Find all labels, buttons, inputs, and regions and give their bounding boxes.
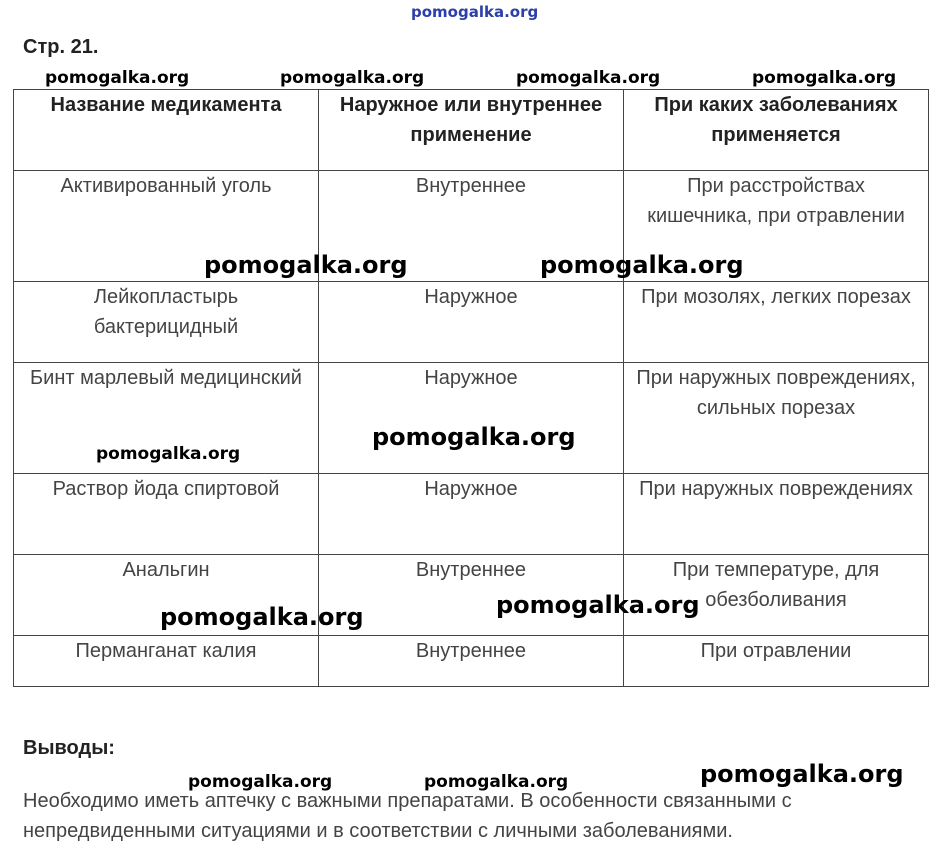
cell-medication-name: Перманганат калия bbox=[14, 636, 319, 687]
cell-medication-name: Анальгин bbox=[14, 555, 319, 636]
watermark: pomogalka.org bbox=[188, 772, 333, 792]
watermark: pomogalka.org bbox=[496, 591, 700, 619]
watermark-top[interactable]: pomogalka.org bbox=[411, 3, 539, 21]
cell-medication-name: Активированный уголь bbox=[14, 171, 319, 282]
cell-indications: При отравлении bbox=[624, 636, 929, 687]
watermark: pomogalka.org bbox=[160, 603, 364, 631]
cell-medication-name: Лейкопластырь бактерицидный bbox=[14, 282, 319, 363]
watermark: pomogalka.org bbox=[752, 68, 897, 88]
page-label: Стр. 21. bbox=[23, 36, 99, 58]
table-row bbox=[14, 555, 929, 636]
cell-indications: При расстройствах кишечника, при отравлении bbox=[624, 171, 929, 282]
cell-indications: При мозолях, легких порезах bbox=[624, 282, 929, 363]
cell-medication-name: Раствор йода спиртовой bbox=[14, 474, 319, 555]
medications-table bbox=[13, 89, 929, 687]
cell-usage-type: Внутреннее bbox=[319, 555, 624, 636]
header-medication-name: Название медикамента bbox=[14, 90, 319, 171]
header-indications: При каких заболеваниях применяется bbox=[624, 90, 929, 171]
watermark: pomogalka.org bbox=[372, 423, 576, 451]
cell-medication-name: Бинт марлевый медицинский bbox=[14, 363, 319, 474]
watermark: pomogalka.org bbox=[280, 68, 425, 88]
watermark: pomogalka.org bbox=[45, 68, 190, 88]
watermark: pomogalka.org bbox=[700, 760, 904, 788]
table-row bbox=[14, 282, 929, 363]
table-row bbox=[14, 474, 929, 555]
watermark: pomogalka.org bbox=[204, 251, 408, 279]
watermark: pomogalka.org bbox=[424, 772, 569, 792]
cell-usage-type: Внутреннее bbox=[319, 171, 624, 282]
cell-usage-type: Наружное bbox=[319, 363, 624, 474]
cell-indications: При температуре, для обезболивания bbox=[624, 555, 929, 636]
watermark: pomogalka.org bbox=[96, 444, 241, 464]
conclusions-text: Необходимо иметь аптечку с важными препаратами. В особенности связанными с непредвиденными ситуациями и в соответствии с личными заболеваниями. bbox=[23, 790, 792, 842]
table-row bbox=[14, 636, 929, 687]
cell-usage-type: Наружное bbox=[319, 474, 624, 555]
cell-indications: При наружных повреждениях, сильных порезах bbox=[624, 363, 929, 474]
table-row bbox=[14, 171, 929, 282]
table-header-row bbox=[14, 90, 929, 171]
watermark: pomogalka.org bbox=[540, 251, 744, 279]
watermark: pomogalka.org bbox=[516, 68, 661, 88]
cell-usage-type: Внутреннее bbox=[319, 636, 624, 687]
conclusions-title: Выводы: bbox=[23, 737, 115, 759]
header-usage-type: Наружное или внутреннее применение bbox=[319, 90, 624, 171]
cell-usage-type: Наружное bbox=[319, 282, 624, 363]
cell-indications: При наружных повреждениях bbox=[624, 474, 929, 555]
